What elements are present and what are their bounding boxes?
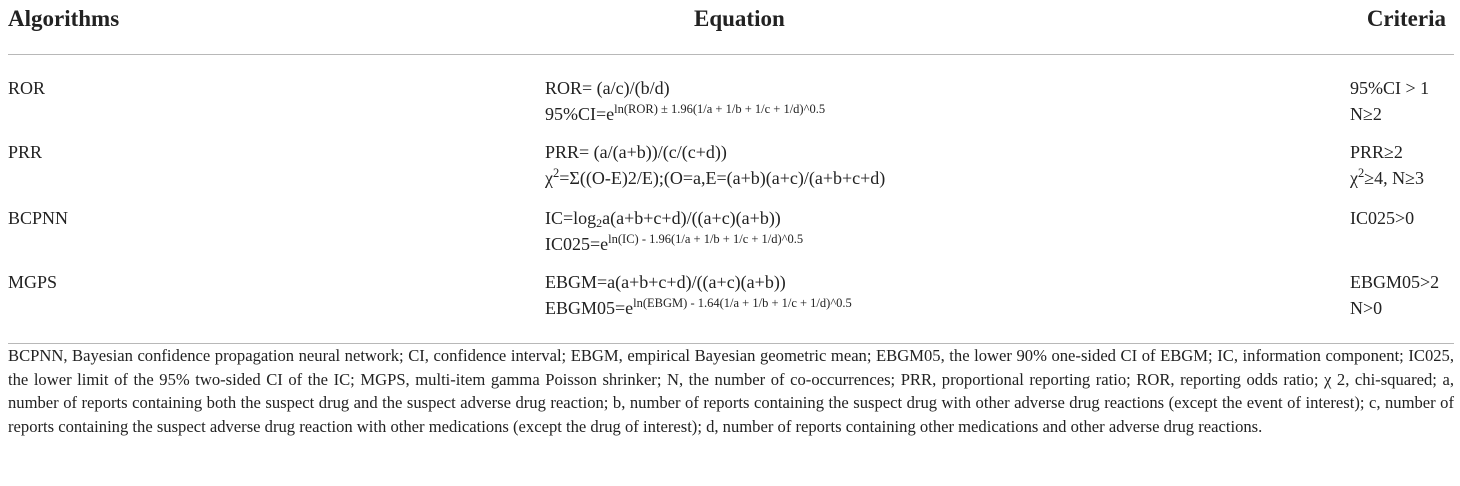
algorithm-name: PRR xyxy=(8,142,43,162)
equation-text: IC=log xyxy=(545,208,597,228)
header-equation: Equation xyxy=(694,6,785,31)
equation-text: =Σ((O-E)2/E);(O=a,E=(a+b)(a+c)/(a+b+c+d) xyxy=(559,168,886,188)
equation-text: a(a+b+c+d)/((a+c)(a+b)) xyxy=(602,208,781,228)
equation-cell xyxy=(545,75,825,127)
equation-line xyxy=(545,205,803,231)
log-base-subscript: 2 xyxy=(596,216,603,230)
criteria-cell xyxy=(1350,139,1424,191)
criteria-cell xyxy=(1350,269,1439,321)
table-footnote: BCPNN, Bayesian confidence propagation neural network; CI, confidence interval; EBGM, empirical Bayesian geometric mean; EBGM05, the lower 90% one-sided CI of EBGM; IC, information component; IC025, the lower limit of the 95% two-sided CI of the IC; MGPS, multi-item gamma Poisson shrinker; N, the number of co-occurrences; PRR, proportional reporting ratio; ROR, reporting odds ratio; χ 2, chi-squared; a, number of reports containing both the suspect drug and the suspect adverse drug reaction; b, number of reports containing the suspect drug with other adverse drug reactions (except the event of interest); c, number of reports containing the suspect adverse drug reaction with other medications (except the drug of interest); d, number of reports containing other medications and other adverse drug reactions. xyxy=(8,346,1454,436)
criteria-exponent: 2 xyxy=(1358,166,1365,180)
equation-exponent: 2 xyxy=(553,166,560,180)
equation-base: IC025=e xyxy=(545,234,609,254)
equation-exponent: ln(EBGM) - 1.64(1/a + 1/b + 1/c + 1/d)^0.5 xyxy=(633,296,852,310)
criteria-text: ≥4, N≥3 xyxy=(1364,168,1425,188)
equation-line xyxy=(545,165,885,191)
header-algorithms: Algorithms xyxy=(8,6,120,31)
criteria-line: IC025>0 xyxy=(1350,208,1415,228)
equation-base: 95%CI=e xyxy=(545,104,615,124)
criteria-cell xyxy=(1350,205,1414,231)
equation-cell xyxy=(545,269,852,321)
equation-line xyxy=(545,101,825,127)
criteria-line: N>0 xyxy=(1350,298,1383,318)
equation-base: EBGM05=e xyxy=(545,298,634,318)
algorithm-name: BCPNN xyxy=(8,208,69,228)
criteria-line xyxy=(1350,165,1424,191)
equation-line: PRR= (a/(a+b))/(c/(c+d)) xyxy=(545,142,727,162)
table-header xyxy=(8,0,1454,55)
criteria-line: N≥2 xyxy=(1350,104,1382,124)
equation-cell xyxy=(545,139,885,191)
table-row-ror xyxy=(8,75,1454,141)
algorithm-name: MGPS xyxy=(8,272,58,292)
equation-line: EBGM=a(a+b+c+d)/((a+c)(a+b)) xyxy=(545,272,786,292)
criteria-cell xyxy=(1350,75,1429,127)
equation-line: ROR= (a/c)/(b/d) xyxy=(545,78,670,98)
algorithm-name: ROR xyxy=(8,78,46,98)
table-row-bcpnn xyxy=(8,205,1454,271)
equation-line xyxy=(545,295,852,321)
equation-cell xyxy=(545,205,803,257)
criteria-line: 95%CI > 1 xyxy=(1350,78,1430,98)
chi-symbol: χ xyxy=(1350,168,1358,188)
criteria-line: EBGM05>2 xyxy=(1350,272,1440,292)
criteria-line: PRR≥2 xyxy=(1350,142,1403,162)
equation-line xyxy=(545,231,803,257)
table-body xyxy=(8,55,1454,344)
algorithms-table xyxy=(8,0,1454,344)
header-criteria: Criteria xyxy=(1366,6,1446,31)
equation-exponent: ln(IC) - 1.96(1/a + 1/b + 1/c + 1/d)^0.5 xyxy=(608,232,804,246)
chi-symbol: χ xyxy=(545,168,553,188)
equation-exponent: ln(ROR) ± 1.96(1/a + 1/b + 1/c + 1/d)^0.5 xyxy=(614,102,826,116)
table-row-mgps xyxy=(8,269,1454,335)
table-row-prr xyxy=(8,139,1454,205)
